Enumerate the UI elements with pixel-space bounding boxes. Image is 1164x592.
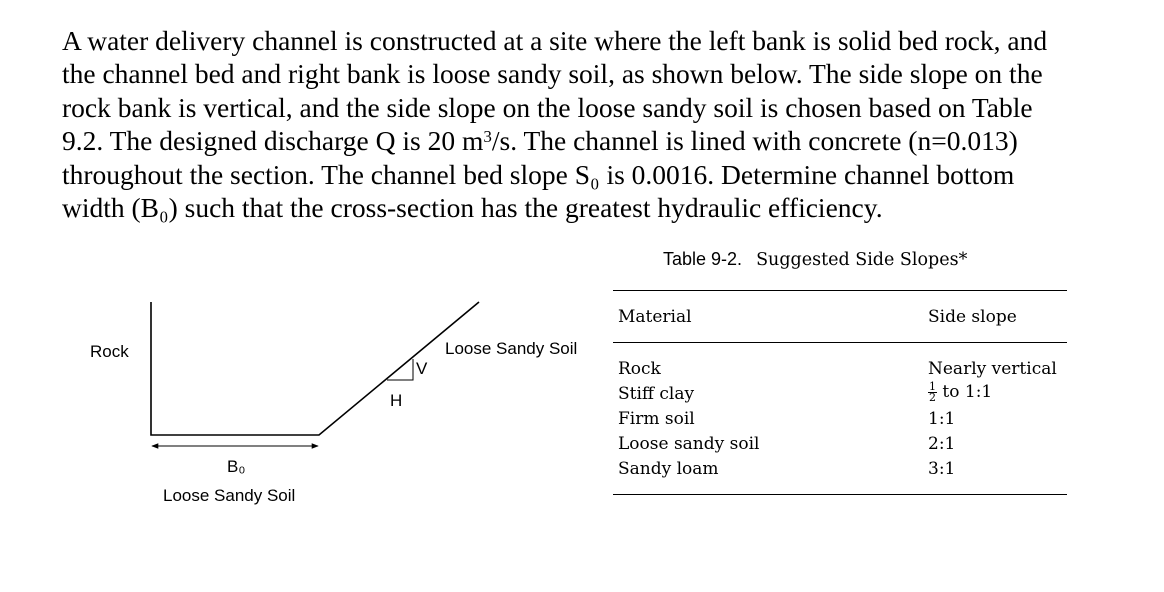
v-label: V (416, 359, 428, 378)
header-material: Material (618, 307, 692, 327)
table-header-rule (613, 342, 1067, 343)
header-side-slope: Side slope (928, 307, 1017, 327)
row-side-slope: 2:1 (928, 434, 956, 454)
table-top-rule (613, 290, 1067, 291)
row-side-slope: 3:1 (928, 459, 956, 479)
problem-line-4-text: 9.2. The designed discharge Q is 20 m (62, 125, 484, 157)
row-material: Firm soil (618, 409, 695, 429)
slope-triangle (387, 359, 413, 380)
row-material: Loose sandy soil (618, 434, 760, 454)
problem-line-5: throughout the section. The channel bed slope S₀ is 0.0016. Determine channel bottom (62, 158, 1015, 190)
slope-range-text: to 1:1 (942, 382, 993, 402)
problem-line-3: rock bank is vertical, and the side slope on the loose sandy soil is chosen based on Table (62, 91, 1033, 123)
rock-label: Rock (90, 342, 129, 361)
fraction-denominator: 2 (929, 391, 936, 404)
row-side-slope: Nearly vertical (928, 359, 1057, 379)
table-number: Table 9-2. (663, 249, 743, 269)
bottom-width-label: B₀ (227, 457, 246, 476)
table-caption: Suggested Side Slopes* (756, 250, 968, 270)
h-label: H (390, 391, 403, 410)
channel-outline (151, 302, 479, 435)
right-bank-label: Loose Sandy Soil (445, 339, 578, 358)
problem-line-4-rest: /s. The channel is lined with concrete (n=0.013) (491, 125, 1018, 157)
fraction-numerator: 1 (929, 380, 936, 393)
problem-line-6: width (B₀) such that the cross-section has the greatest hydraulic efficiency. (62, 192, 883, 224)
row-material: Rock (618, 359, 661, 379)
problem-line-2: the channel bed and right bank is loose sandy soil, as shown below. The side slope on the (62, 58, 1043, 90)
row-material: Stiff clay (618, 384, 695, 404)
row-side-slope: 1:1 (928, 409, 956, 429)
bed-label: Loose Sandy Soil (163, 486, 296, 505)
row-side-slope (928, 382, 992, 403)
row-material: Sandy loam (618, 459, 719, 479)
table-bottom-rule (613, 494, 1067, 495)
table-title (663, 249, 967, 270)
problem-line-1: A water delivery channel is constructed at a site where the left bank is solid bed rock, and (62, 25, 1048, 56)
cubic-superscript: 3 (483, 127, 492, 147)
half-fraction (928, 382, 937, 403)
